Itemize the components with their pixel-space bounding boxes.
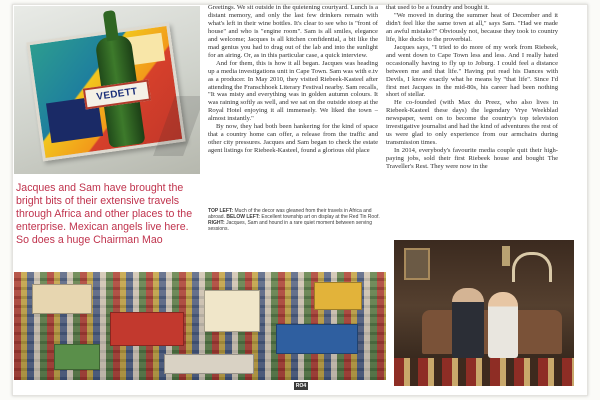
township-art-photo bbox=[14, 272, 386, 380]
caption-label-right: RIGHT: bbox=[208, 220, 225, 227]
patterned-rug bbox=[394, 358, 574, 386]
art-piece bbox=[276, 324, 358, 354]
person-sam bbox=[488, 292, 518, 358]
bottle-label: VEDETT bbox=[83, 80, 151, 110]
paragraph: He co-founded (with Max du Preez, who also lives in Riebeek-Kasteel these days) the legendary Vrye Weekblad newspaper, went on to become the country's top television investigative journalist and had the kind of adventures the rest of us were glad to only experience from our armchairs during transmission times. bbox=[386, 99, 558, 147]
wall-picture bbox=[404, 248, 430, 280]
art-piece bbox=[164, 354, 254, 374]
caption-text-below: Excellent township art on display at the Red Tin Roof. bbox=[261, 214, 380, 221]
paragraph: And for them, this is how it all began. Jacques was heading up a media investigations unit in Cape Town. Sam was with e.tv as a producer. In May 2010, they visited Riebeek-Kasteel after attending the Franschhoek Literary Festival nearby. Sam recalls, "It was misty and everything was in golden autumn colours. It was raining softly as well, and we sat on the outside stoep at the Royal Hotel enjoying it all immensely. We liked the town – almost instantly." bbox=[208, 59, 378, 123]
article-column-1 bbox=[208, 4, 378, 204]
page-folio: RO4 bbox=[295, 383, 307, 389]
caption-text-right: Jacques, Sam and hound in a rare quiet moment between serving sessions. bbox=[208, 220, 372, 233]
poster-photo bbox=[14, 6, 200, 174]
paragraph: In 2014, everybody's favourite media couple quit their high-paying jobs, sold their first Riebeek house and bought The Traveller's Rest. They were now in the bbox=[386, 147, 558, 171]
antler-trophy bbox=[512, 252, 552, 282]
art-piece bbox=[54, 344, 100, 370]
wall-lamp bbox=[502, 246, 510, 266]
caption-text-top: Much of the decor was gleaned from their travels in Africa and abroad. bbox=[208, 208, 372, 221]
art-piece bbox=[204, 290, 260, 332]
caption-label-below: BELOW LEFT: bbox=[226, 214, 260, 221]
paragraph: that used to be a foundry and bought it. bbox=[386, 4, 490, 11]
art-piece bbox=[110, 312, 184, 346]
caption-label-top: TOP LEFT: bbox=[208, 208, 234, 214]
article-column-2 bbox=[386, 4, 558, 256]
photo-caption bbox=[208, 208, 380, 232]
person-jacques bbox=[452, 288, 484, 358]
paragraph: Jacques says, "I tried to do more of my work from Riebeek, and went down to Cape Town less and less. And I really hated occasionally having to fly up to Joburg. I could feel a distance between me and that life." Having put read his Dances with Devils, I know exactly what he means by "that life". Since I'd first met Jacques in the mid-80s, his career had been nothing short of stellar. bbox=[386, 43, 558, 99]
art-piece bbox=[32, 284, 92, 314]
paragraph: By now, they had both been hankering for the kind of space that a country home can offer, a release from the traffic and other city pressures. Jacques and Sam began to check the estate agent listings for Riebeek-Kasteel, found a glorious old place bbox=[208, 123, 378, 155]
pull-quote: Jacques and Sam have brought the bright bits of their extensive travels through Africa and other places to the enterprise. Mexican angels live here. So does a huge Chairman Mao bbox=[16, 182, 193, 246]
art-piece bbox=[314, 282, 362, 310]
couple-photo bbox=[394, 240, 574, 386]
paragraph: "We moved in during the summer heat of December and it didn't feel like the same town at all," says Sam. "Had we made an awful mistake?" Obviously not, because they took to country life, like ducks to the proverbial. bbox=[386, 11, 558, 43]
paragraph: Greetings. We sit outside in the quietening courtyard. Lunch is a distant memory, and only the last few drinkers remain with what's left in their wine bottles. It's clear to see who is "front of house" and who is "engine room". Sam is all smiles, elegance and welcome; Jacques is all kitchen confidential, a bit like the mad genius you had to drag out of the lab and into the sunlight for an airing. Or, as in this particular case, a quick interview. bbox=[208, 4, 378, 59]
